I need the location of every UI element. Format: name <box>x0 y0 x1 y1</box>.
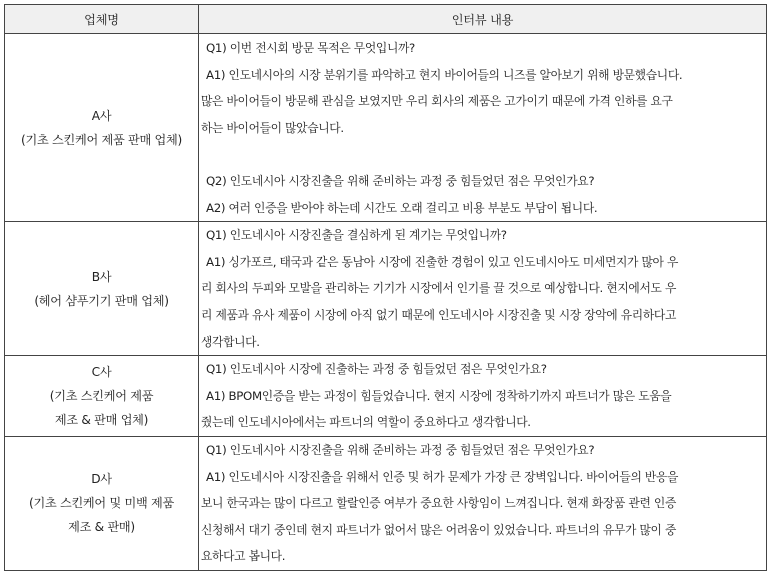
question-line: Q1) 인도네시아 시장에 진출하는 과정 중 힘들었던 점은 무엇인가요? <box>206 362 547 377</box>
table-row-d <box>5 436 767 570</box>
answer-line: A1) 인도네시아의 시장 분위기를 파악하고 현지 바이어들의 니즈를 알아보기 위해 방문했습니다. <box>206 67 683 82</box>
answer-line: 하는 바이어들이 많았습니다. <box>201 120 344 135</box>
header-row <box>5 5 767 34</box>
company-cell <box>5 34 199 222</box>
company-column-header: 업체명 <box>5 5 199 34</box>
answer-line: A2) 여러 인증을 받아야 하는데 시간도 오래 걸리고 비용 부분도 부담이 됩니다. <box>206 200 598 215</box>
answer-line: 리 회사의 두피와 모발을 관리하는 기기가 시장에서 인기를 끌 것으로 예상합니다. 현지에서도 우 <box>201 281 676 296</box>
answer-line: 보니 한국과는 많이 다르고 할랄인증 여부가 중요한 사항임이 느껴집니다. 현재 화장품 관련 인증 <box>201 496 676 511</box>
company-name: C사 <box>91 365 112 380</box>
company-description: 제조 & 판매) <box>68 520 135 535</box>
answer-line: 줬는데 인도네시아에서는 파트너의 역할이 중요하다고 생각합니다. <box>201 415 531 430</box>
blank-line <box>201 141 763 168</box>
table-row-c <box>5 356 767 437</box>
company-name: D사 <box>91 472 112 487</box>
interview-table <box>4 4 767 571</box>
answer-line: A1) BPOM인증을 받는 과정이 힘들었습니다. 현지 시장에 정착하기까지 파트너가 많은 도움을 <box>206 388 672 403</box>
company-name: B사 <box>91 269 112 284</box>
company-description: (헤어 샴푸기기 판매 업체) <box>34 293 169 308</box>
content-column-header: 인터뷰 내용 <box>199 5 767 34</box>
answer-line: 리 제품과 유사 제품이 시장에 아직 없기 때문에 인도네시아 시장진출 및 시장 장악에 유리하다고 <box>201 307 676 322</box>
company-cell <box>5 436 199 570</box>
answer-line: A1) 인도네시아 시장진출을 위해서 인증 및 허가 문제가 가장 큰 장벽입니다. 바이어들의 반응을 <box>206 469 679 484</box>
answer-line: A1) 싱가포르, 태국과 같은 동남아 시장에 진출한 경험이 있고 인도네시아도 미세먼지가 많아 우 <box>206 254 679 269</box>
question-line: Q1) 이번 전시회 방문 목적은 무엇입니까? <box>206 41 415 55</box>
question-line: Q2) 인도네시아 시장진출을 위해 준비하는 과정 중 힘들었던 점은 무엇인가요? <box>206 173 595 188</box>
question-line: Q1) 인도네시아 시장진출을 결심하게 된 계기는 무엇입니까? <box>206 228 507 243</box>
company-description: (기초 스킨케어 및 미백 제품 <box>29 496 174 511</box>
company-description: 제조 & 판매 업체) <box>54 413 149 428</box>
answer-line: 신청해서 대기 중인데 현지 파트너가 없어서 많은 어려움이 있었습니다. 파트너의 유무가 많이 중 <box>201 522 676 537</box>
company-name: A사 <box>91 108 112 123</box>
company-cell <box>5 222 199 356</box>
interview-content-cell <box>199 222 767 356</box>
answer-line: 생각합니다. <box>201 334 260 349</box>
table-row-b <box>5 222 767 356</box>
company-cell <box>5 356 199 437</box>
question-line: Q1) 인도네시아 시장진출을 위해 준비하는 과정 중 힘들었던 점은 무엇인가요? <box>206 442 595 457</box>
interview-table-container <box>4 4 766 571</box>
answer-line: 많은 바이어들이 방문해 관심을 보였지만 우리 회사의 제품은 고가이기 때문에 가격 인하를 요구 <box>201 94 673 109</box>
company-description: (기초 스킨케어 제품 <box>49 389 154 404</box>
answer-line: 요하다고 봅니다. <box>201 549 286 564</box>
interview-content-cell <box>199 356 767 437</box>
interview-content-cell <box>199 34 767 222</box>
table-row-a <box>5 34 767 222</box>
interview-content-cell <box>199 436 767 570</box>
company-description: (기초 스킨케어 제품 판매 업체) <box>21 132 182 147</box>
